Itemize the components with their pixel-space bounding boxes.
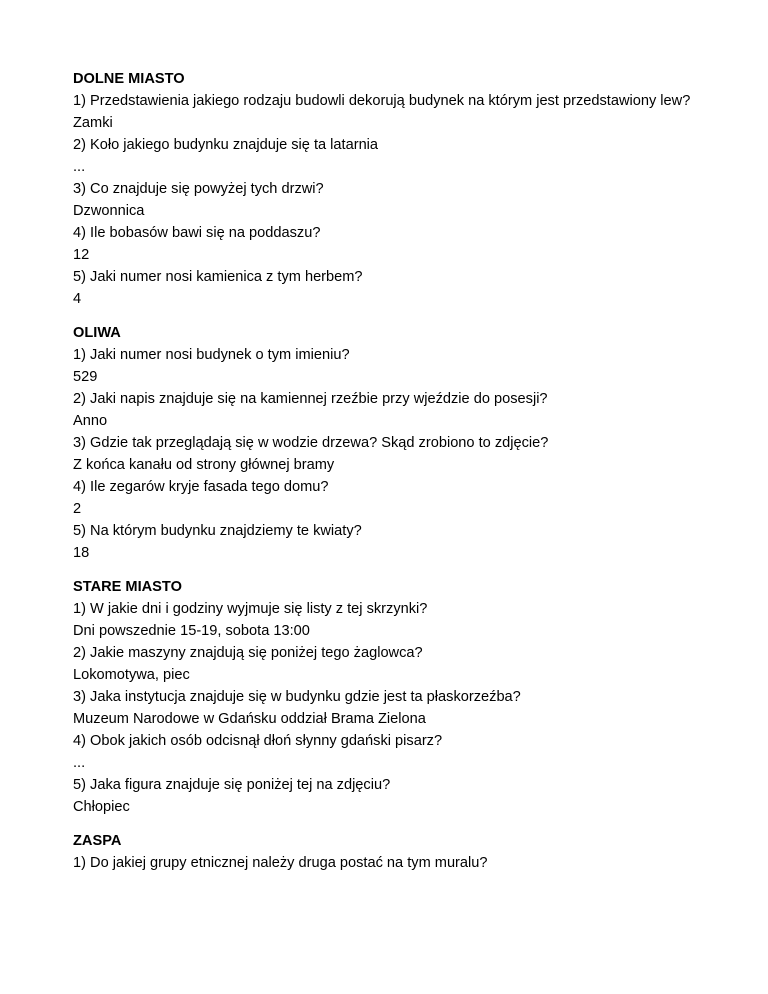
section-zaspa	[73, 833, 713, 872]
section-heading: ZASPA	[73, 833, 122, 849]
question-2: 2) Jaki napis znajduje się na kamiennej rzeźbie przy wjeździe do posesji?	[73, 391, 548, 407]
section-stare-miasto	[73, 579, 713, 816]
question-3: 3) Jaka instytucja znajduje się w budynku gdzie jest ta płaskorzeźba?	[73, 689, 521, 705]
question-5: 5) Jaka figura znajduje się poniżej tej na zdjęciu?	[73, 777, 391, 793]
section-oliwa	[73, 325, 713, 562]
question-1: 1) Przedstawienia jakiego rodzaju budowli dekorują budynek na którym jest przedstawiony lew?	[73, 93, 691, 109]
question-5: 5) Jaki numer nosi kamienica z tym herbem?	[73, 269, 363, 285]
question-4: 4) Ile zegarów kryje fasada tego domu?	[73, 479, 329, 495]
answer-4: ...	[73, 755, 86, 771]
answer-5: 18	[73, 545, 90, 561]
section-heading: STARE MIASTO	[73, 579, 182, 595]
answer-4: 2	[73, 501, 82, 517]
question-3: 3) Co znajduje się powyżej tych drzwi?	[73, 181, 324, 197]
section-heading: OLIWA	[73, 325, 121, 341]
section-dolne-miasto	[73, 71, 713, 308]
answer-2: Lokomotywa, piec	[73, 667, 190, 683]
answer-2: Anno	[73, 413, 108, 429]
question-2: 2) Jakie maszyny znajdują się poniżej tego żaglowca?	[73, 645, 423, 661]
question-4: 4) Obok jakich osób odcisnął dłoń słynny gdański pisarz?	[73, 733, 443, 749]
question-1: 1) Do jakiej grupy etnicznej należy druga postać na tym muralu?	[73, 855, 488, 871]
answer-1: Zamki	[73, 115, 113, 131]
question-5: 5) Na którym budynku znajdziemy te kwiaty?	[73, 523, 362, 539]
question-4: 4) Ile bobasów bawi się na poddaszu?	[73, 225, 321, 241]
question-1: 1) W jakie dni i godziny wyjmuje się listy z tej skrzynki?	[73, 601, 428, 617]
answer-5: Chłopiec	[73, 799, 130, 815]
question-3: 3) Gdzie tak przeglądają się w wodzie drzewa? Skąd zrobiono to zdjęcie?	[73, 435, 549, 451]
question-2: 2) Koło jakiego budynku znajduje się ta latarnia	[73, 137, 379, 153]
answer-3: Muzeum Narodowe w Gdańsku oddział Brama Zielona	[73, 711, 426, 727]
answer-1: 529	[73, 369, 98, 385]
document-page	[73, 71, 713, 889]
answer-2: ...	[73, 159, 86, 175]
answer-5: 4	[73, 291, 82, 307]
answer-3: Z końca kanału od strony głównej bramy	[73, 457, 335, 473]
answer-1: Dni powszednie 15-19, sobota 13:00	[73, 623, 310, 639]
answer-3: Dzwonnica	[73, 203, 145, 219]
answer-4: 12	[73, 247, 90, 263]
question-1: 1) Jaki numer nosi budynek o tym imieniu?	[73, 347, 350, 363]
section-heading: DOLNE MIASTO	[73, 71, 185, 87]
